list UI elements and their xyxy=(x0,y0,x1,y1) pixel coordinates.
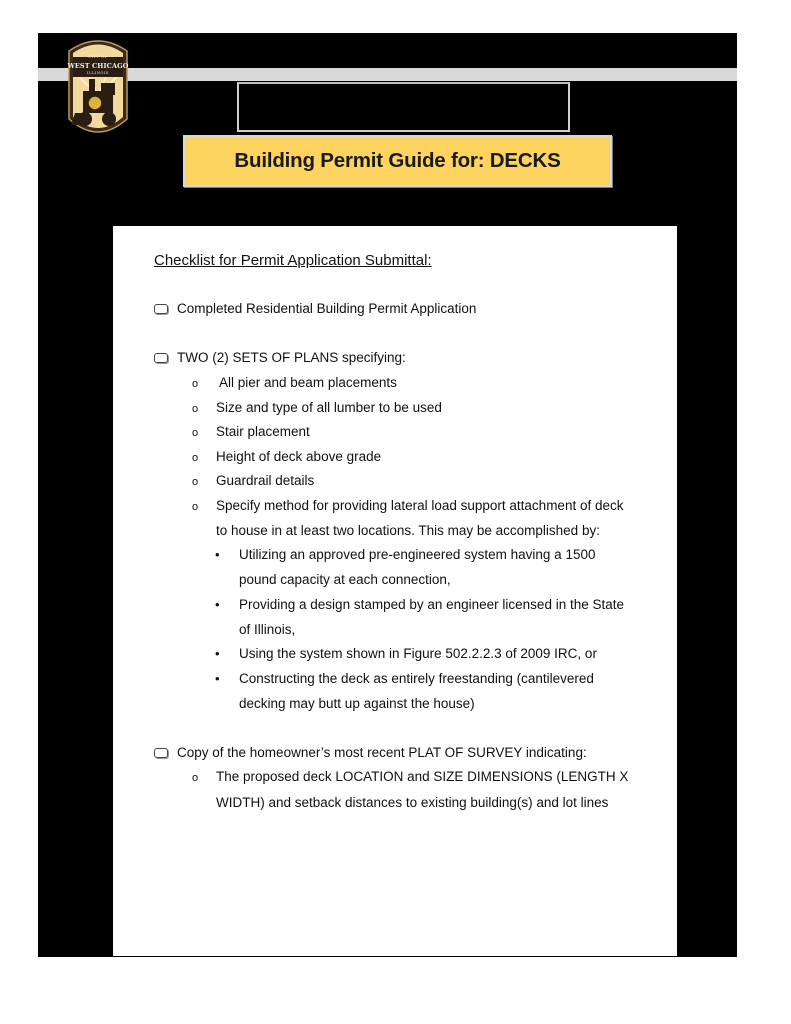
checklist-item-survey[interactable] xyxy=(154,745,587,760)
checklist-item-label: TWO (2) SETS OF PLANS specifying: xyxy=(177,350,406,365)
header-band xyxy=(38,68,737,81)
lateral-bullet-cont: decking may butt up against the house) xyxy=(239,696,475,711)
title-banner xyxy=(183,135,612,187)
checklist-item-application[interactable] xyxy=(154,301,476,316)
survey-subitem-cont: WIDTH) and setback distances to existing building(s) and lot lines xyxy=(216,795,609,810)
lateral-bullet-cont: of Illinois, xyxy=(239,622,296,637)
lateral-bullet: • Using the system shown in Figure 502.2.2.3 of 2009 IRC, or xyxy=(215,646,597,661)
checkbox[interactable] xyxy=(154,353,168,363)
plans-subitem: o All pier and beam placements xyxy=(192,375,397,390)
checklist-item-label: Copy of the homeowner’s most recent PLAT OF SURVEY indicating: xyxy=(177,745,587,760)
logo-city-name: WEST CHICAGO xyxy=(67,62,129,70)
checklist-item-plans[interactable] xyxy=(154,350,406,365)
checklist-heading: Checklist for Permit Application Submittal: xyxy=(154,252,432,269)
lateral-bullet: • Providing a design stamped by an engineer licensed in the State xyxy=(215,597,625,612)
checkbox[interactable] xyxy=(154,748,168,758)
plans-subitem: o Size and type of all lumber to be used xyxy=(192,400,442,415)
page-title: Building Permit Guide for: DECKS xyxy=(234,149,561,172)
plans-subitem: o Guardrail details xyxy=(192,473,315,488)
plans-subitem-lateral-cont: to house in at least two locations. This may be accomplished by: xyxy=(216,523,600,538)
survey-subitem: o The proposed deck LOCATION and SIZE DIMENSIONS (LENGTH X xyxy=(192,769,629,784)
content-panel xyxy=(113,226,677,956)
plans-subitem: o Stair placement xyxy=(192,424,310,439)
lateral-bullet: • Utilizing an approved pre-engineered system having a 1500 xyxy=(215,547,596,562)
plans-subitem: o Height of deck above grade xyxy=(192,449,382,464)
header-dark-box xyxy=(237,82,570,132)
checklist-item-label: Completed Residential Building Permit Application xyxy=(177,301,477,316)
logo-top-text: CITY OF xyxy=(88,55,108,59)
city-logo xyxy=(65,33,131,141)
logo-bottom-text: ILLINOIS xyxy=(87,71,109,75)
lateral-bullet-cont: pound capacity at each connection, xyxy=(239,572,451,587)
train-locomotive-icon xyxy=(65,33,131,141)
checkbox[interactable] xyxy=(154,304,168,314)
lateral-bullet: • Constructing the deck as entirely freestanding (cantilevered xyxy=(215,671,594,686)
plans-subitem-lateral: o Specify method for providing lateral load support attachment of deck xyxy=(192,498,624,513)
